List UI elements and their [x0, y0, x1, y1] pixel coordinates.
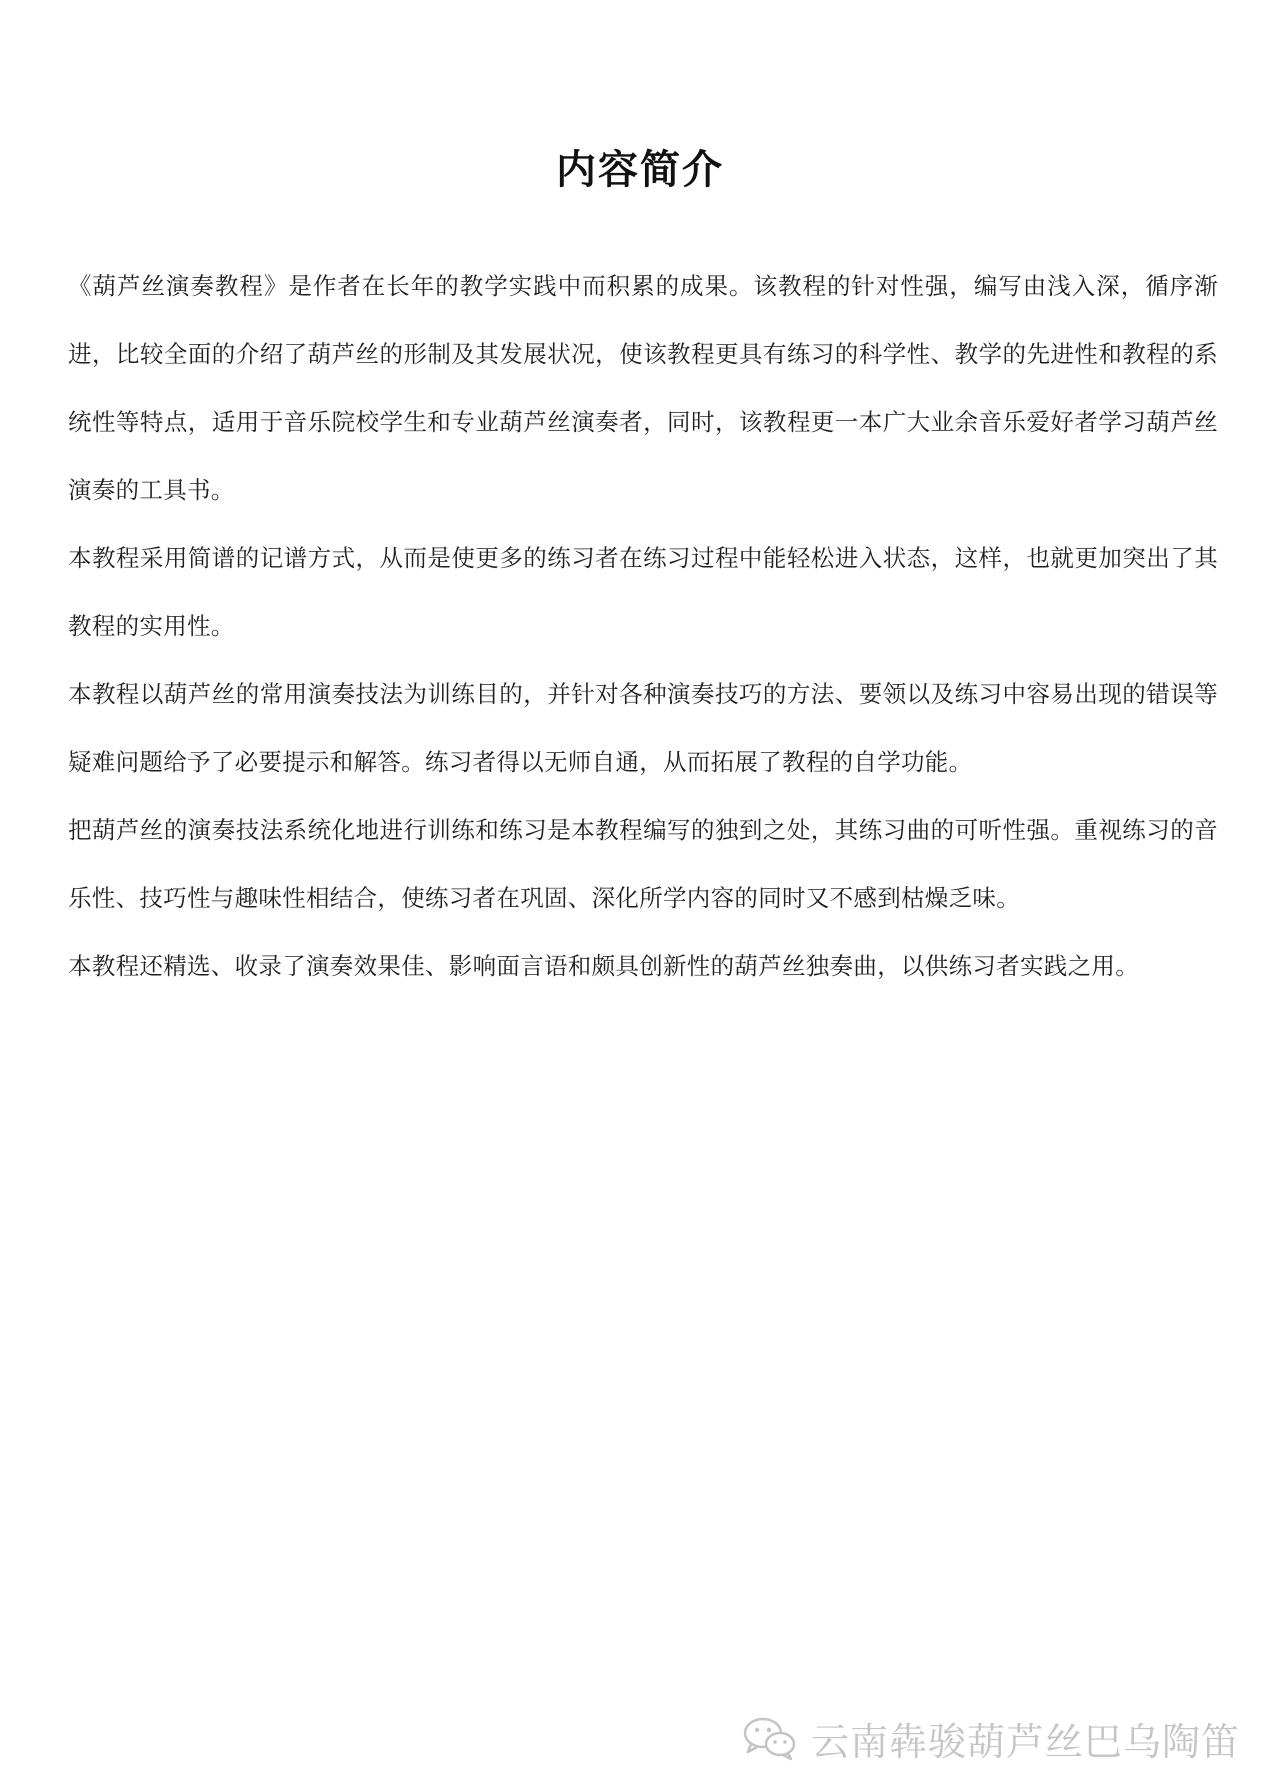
watermark-text: 云南犇骏葫芦丝巴乌陶笛 [810, 1719, 1240, 1764]
paragraph-2: 本教程采用简谱的记谱方式，从而是使更多的练习者在练习过程中能轻松进入状态，这样，也就更加突出了其教程的实用性。 [68, 544, 1218, 640]
document-body [68, 252, 1218, 1000]
paragraph-5: 本教程还精选、收录了演奏效果佳、影响面言语和颇具创新性的葫芦丝独奏曲，以供练习者实践之用。 [68, 952, 1139, 980]
paragraph-1: 《葫芦丝演奏教程》是作者在长年的教学实践中而积累的成果。该教程的针对性强，编写由浅入深，循序渐进，比较全面的介绍了葫芦丝的形制及其发展状况，使该教程更具有练习的科学性、教学的先进性和教程的系统性等特点，适用于音乐院校学生和专业葫芦丝演奏者，同时，该教程更一本广大业余音乐爱好者学习葫芦丝演奏的工具书。 [68, 272, 1218, 504]
watermark [741, 1708, 1240, 1768]
wechat-icon [741, 1714, 799, 1762]
document-title: 内容简介 [556, 147, 724, 193]
paragraph-3: 本教程以葫芦丝的常用演奏技法为训练目的，并针对各种演奏技巧的方法、要领以及练习中容易出现的错误等疑难问题给予了必要提示和解答。练习者得以无师自通，从而拓展了教程的自学功能。 [68, 680, 1218, 776]
paragraph-4: 把葫芦丝的演奏技法系统化地进行训练和练习是本教程编写的独到之处，其练习曲的可听性强。重视练习的音乐性、技巧性与趣味性相结合，使练习者在巩固、深化所学内容的同时又不感到枯燥乏味。 [68, 816, 1218, 912]
